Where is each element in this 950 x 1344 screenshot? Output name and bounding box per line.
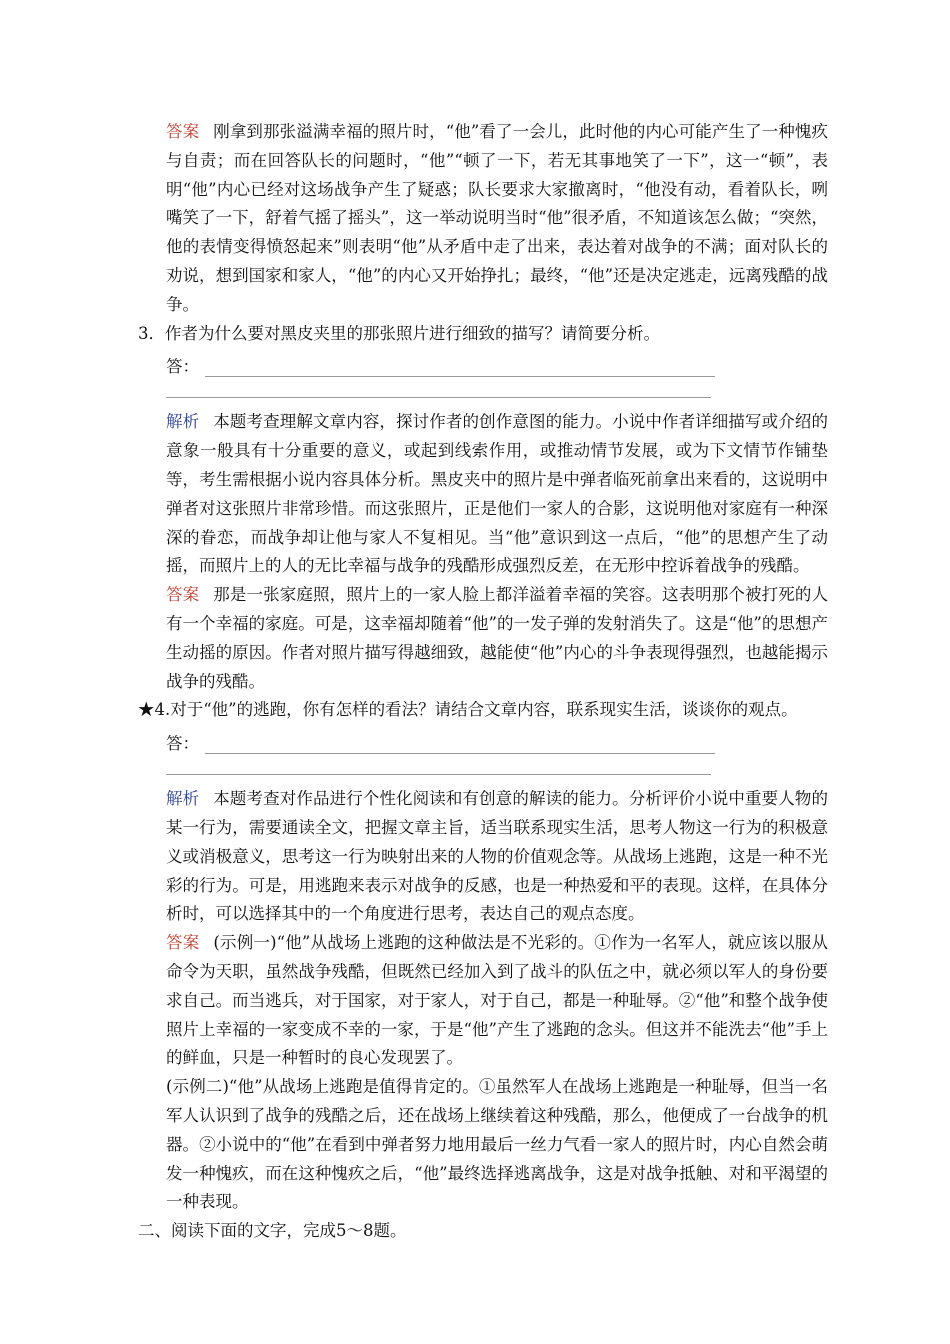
analysis-text: 本题考查理解文章内容，探讨作者的创作意图的能力。小说中作者详细描写或介绍的意象一般具有十分重要的意义，或起到线索作用，或推动情节发展，或为下文情节作铺垫等，考生需根据小说内容具体分析。黑皮夹中的照片是中弹者临死前拿出来看的，这说明中弹者对这张照片非常珍惜。而这张照片，正是他们一家人的合影，这说明他对家庭有一种深深的眷恋，而战争却让他与家人不复相见。当“他”意识到这一点后，“他”的思想产生了动摇，而照片上的人的无比幸福与战争的残酷形成强烈反差，在无形中控诉着战争的残酷。 xyxy=(166,412,829,576)
answer-blank-2[interactable] xyxy=(166,754,711,775)
answer-line-q4[interactable] xyxy=(138,725,828,754)
answer-prompt: 答： xyxy=(166,734,199,754)
answer-paragraph-1 xyxy=(138,118,828,320)
answer-blank-1[interactable] xyxy=(205,356,715,377)
question-4: ★4.对于“他”的逃跑，你有怎样的看法？请结合文章内容，联系现实生活，谈谈你的观点。 xyxy=(138,700,798,720)
answer-line-q3[interactable] xyxy=(138,348,828,377)
answer-text: (示例一)“他”从战场上逃跑的这种做法是不光彩的。①作为一名军人，就应该以服从命令为天职，虽然战争残酷，但既然已经加入到了战斗的队伍之中，就必须以军人的身份要求自己。而当逃兵，对于国家，对于家人，对于自己，都是一种耻辱。②“他”和整个战争使照片上幸福的一家变成不幸的一家，于是“他”产生了逃跑的念头。但这并不能洗去“他”手上的鲜血，只是一种暂时的良心发现罢了。 xyxy=(166,933,829,1068)
answer-paragraph-q3 xyxy=(138,581,828,696)
analysis-label: 解析 xyxy=(166,412,200,432)
analysis-label: 解析 xyxy=(166,789,200,809)
answer-text: 那是一张家庭照，照片上的一家人脸上都洋溢着幸福的笑容。这表明那个被打死的人有一个幸福的家庭。可是，这幸福却随着“他”的一发子弹的发射消失了。这是“他”的思想产生动摇的原因。作者对照片描写得越细致，越能使“他”内心的斗争表现得强烈，也越能揭示战争的残酷。 xyxy=(166,585,829,691)
answer-blank-2[interactable] xyxy=(166,377,711,398)
answer-paragraph-q4 xyxy=(138,929,828,1073)
answer-label: 答案 xyxy=(166,585,200,605)
analysis-text: 本题考查对作品进行个性化阅读和有创意的解读的能力。分析评价小说中重要人物的某一行为，需要通读全文，把握文章主旨，适当联系现实生活，思考人物这一行为的积极意义或消极意义，思考这一行为映射出来的人物的价值观念等。从战场上逃跑，这是一种不光彩的行为。可是，用逃跑来表示对战争的反感，也是一种热爱和平的表现。这样，在具体分析时，可以选择其中的一个角度进行思考，表达自己的观点态度。 xyxy=(166,789,829,924)
answer-label: 答案 xyxy=(166,122,200,141)
answer-example-2: (示例二)“他”从战场上逃跑是值得肯定的。①虽然军人在战场上逃跑是一种耻辱，但当一名军人认识到了战争的残酷之后，还在战场上继续着这种残酷，那么，他便成了一台战争的机器。②小说中的“他”在看到中弹者努力地用最后一丝力气看一家人的照片时，内心自然会萌发一种愧疚，而在这种愧疚之后，“他”最终选择逃离战争，这是对战争抵触、对和平渴望的一种表现。 xyxy=(166,1077,828,1212)
analysis-paragraph-q4 xyxy=(138,785,828,929)
answer-prompt: 答： xyxy=(166,357,199,377)
section-2-heading: 二、阅读下面的文字，完成5～8题。 xyxy=(138,1221,407,1241)
answer-label: 答案 xyxy=(166,933,200,953)
answer-blank-1[interactable] xyxy=(205,733,715,754)
analysis-paragraph-q3 xyxy=(138,408,828,581)
answer-text: 刚拿到那张溢满幸福的照片时，“他”看了一会儿，此时他的内心可能产生了一种愧疚与自责；而在回答队长的问题时，“他”“顿了一下，若无其事地笑了一下”，这一“顿”，表明“他”内心已经对这场战争产生了疑惑；队长要求大家撤离时，“他没有动，看着队长，咧嘴笑了一下，舒着气摇了摇头”，这一举动说明当时“他”很矛盾，不知道该怎么做；“突然，他的表情变得愤怒起来”则表明“他”从矛盾中走了出来，表达着对战争的不满；面对队长的劝说，想到国家和家人，“他”的内心又开始挣扎；最终，“他”还是决定逃走，远离残酷的战争。 xyxy=(166,122,829,314)
question-3: 3．作者为什么要对黑皮夹里的那张照片进行细致的描写？请简要分析。 xyxy=(138,323,660,343)
document-content xyxy=(138,118,828,1246)
